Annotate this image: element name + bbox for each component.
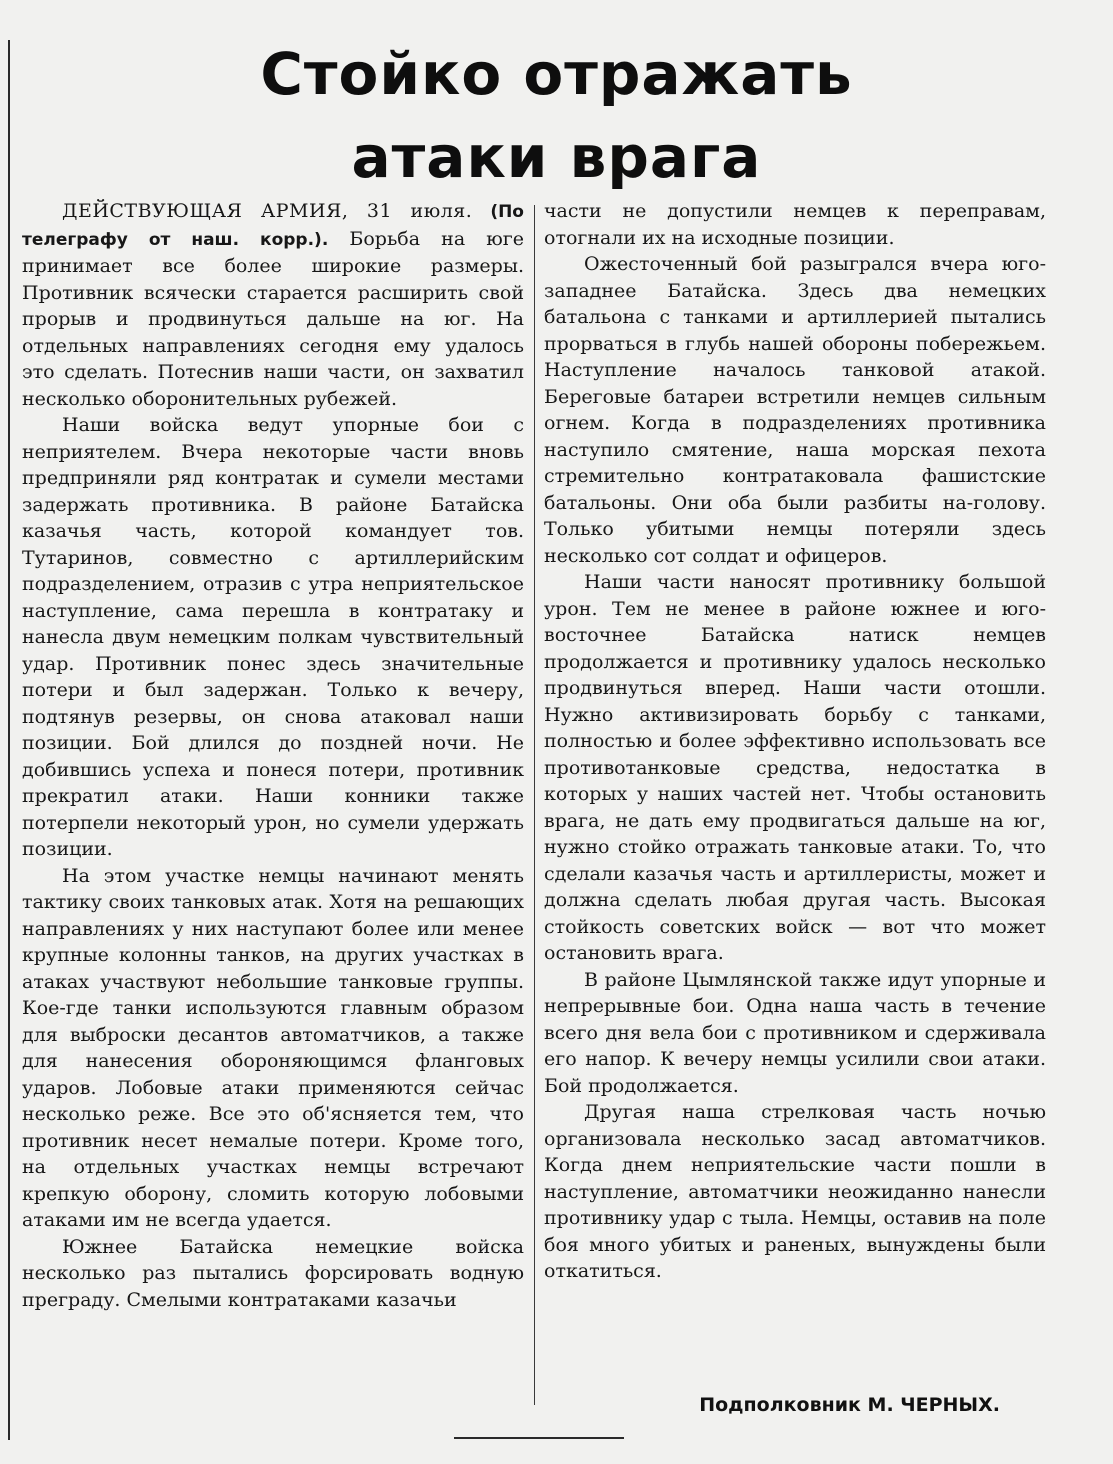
article-column-right [544, 198, 1046, 1285]
article-end-rule [454, 1437, 624, 1439]
paragraph-text: Борьба на юге принимает все более широкие размеры. Противник всячески старается расширить свой прорыв и продвинуться дальше на юг. На отдельных направлениях сегодня ему удалось это сделать. Потеснив наши части, он захватил несколько оборонительных рубежей. [22, 227, 524, 410]
article-paragraph: Южнее Батайска немецкие войска несколько раз пытались форсировать водную преграду. Смелыми контратаками казачьи [22, 1235, 524, 1311]
article-paragraph [22, 198, 524, 412]
article-paragraph: Наши части наносят противнику большой урон. Тем не менее в районе южнее и юго-восточнее Батайска натиск немцев продолжается и противнику удалось несколько продвинуться вперед. Наши части отошли. Нужно активизировать борьбу с танками, полностью и более эффективно использовать все противотанковые средства, недостатка в которых у наших частей нет. Чтобы остановить врага, не дать ему продвигаться дальше на юг, нужно стойко отражать танковые атаки. То, что сделали казачья часть и артиллеристы, может и должна сделать любая другая часть. Высокая стойкость советских войск — вот что может остановить врага. [544, 571, 1046, 964]
article-paragraph-continued: части не допустили немцев к переправам, отогнали их на исходные позиции. [544, 200, 1046, 249]
dateline: ДЕЙСТВУЮЩАЯ АРМИЯ, 31 июля. [62, 200, 473, 222]
article-paragraph: На этом участке немцы начинают менять тактику своих танковых атак. Хотя на решающих направлениях у них наступают более или менее крупные колонны танков, на других участках в атаках участвуют небольшие танковые группы. Кое-где танки используются главным образом для выброски десантов автоматчиков, а также для нанесения обороняющимся фланговых ударов. Лобовые атаки применяются сейчас несколько реже. Все это об'ясняется тем, что противник несет немалые потери. Кроме того, на отдельных участках немцы встречают крепкую оборону, сломить которую лобовыми атаками им не всегда удается. [22, 864, 524, 1231]
headline-line-1: Стойко отражать [260, 40, 853, 108]
correspondent-credit: (По телеграфу от наш. корр.). [22, 202, 524, 250]
author-signature: Подполковник М. ЧЕРНЫХ. [699, 1394, 1000, 1416]
article-paragraph: Ожесточенный бой разыгрался вчера юго-западнее Батайска. Здесь два немецких батальона с танками и артиллерией пытались прорваться в глубь нашей обороны побережьем. Наступление началось танковой атакой. Береговые батареи встретили немцев сильным огнем. Когда в подразделениях противника наступило смятение, наша морская пехота стремительно контратаковала фашистские батальоны. Они оба были разбиты на-голову. Только убитыми немцы потеряли здесь несколько сот солдат и офицеров. [544, 253, 1046, 567]
article-paragraph: Другая наша стрелковая часть ночью организовала несколько засад автоматчиков. Когда днем неприятельские части пошли в наступление, автоматчики неожиданно нанесли противнику удар с тыла. Немцы, оставив на поле боя много убитых и раненых, вынуждены были откатиться. [544, 1101, 1046, 1282]
column-divider [534, 205, 535, 1405]
left-border-rule [8, 40, 10, 1440]
headline-line-2: атаки врага [351, 123, 762, 191]
article-column-left [22, 198, 524, 1313]
article-paragraph: Наши войска ведут упорные бои с неприятелем. Вчера некоторые части вновь предприняли ряд контратак и сумели местами задержать противника. В районе Батайска казачья часть, которой командует тов. Тутаринов, совместно с артиллерийским подразделением, отразив с утра неприятельское наступление, сама перешла в контратаку и нанесла двум немецким полкам чувствительный удар. Противник понес здесь значительные потери и был задержан. Только к вечеру, подтянув резервы, он снова атаковал наши позиции. Бой длился до поздней ночи. Не добившись успеха и понеся потери, противник прекратил атаки. Наши конники также потерпели некоторый урон, но сумели удержать позиции. [22, 414, 524, 860]
article-paragraph: В районе Цымлянской также идут упорные и непрерывные бои. Одна наша часть в течение всего дня вела бои с противником и сдерживала его напор. К вечеру немцы усилили свои атаки. Бой продолжается. [544, 968, 1046, 1097]
